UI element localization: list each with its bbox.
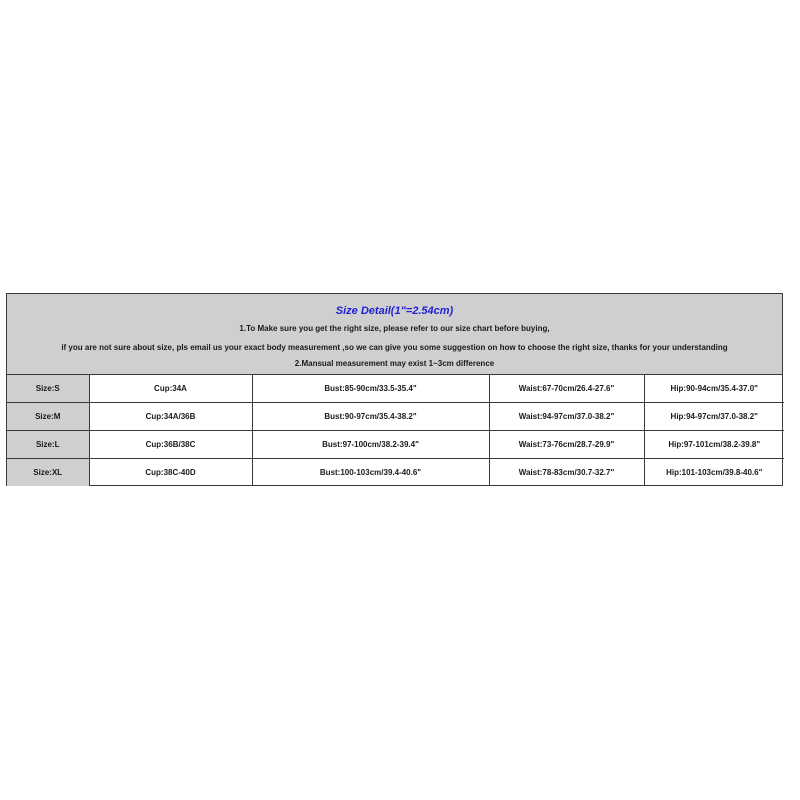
waist-cell: Waist:67-70cm/26.4-27.6" (489, 375, 644, 403)
size-table (7, 375, 784, 486)
cup-cell: Cup:38C-40D (89, 459, 252, 487)
size-chart (6, 293, 783, 486)
hip-cell: Hip:97-101cm/38.2-39.8" (644, 431, 784, 459)
hip-cell: Hip:101-103cm/39.8-40.6" (666, 468, 763, 477)
cup-cell: Cup:36B/38C (89, 431, 252, 459)
size-note-2: if you are not sure about size, pls email us your exact body measurement ,so we can give you some suggestion on how to choose the right size, thanks for your understanding (61, 343, 728, 352)
waist-cell: Waist:94-97cm/37.0-38.2" (489, 403, 644, 431)
hip-cell: Hip:90-94cm/35.4-37.0" (644, 375, 784, 403)
cup-cell: Cup:34A (89, 375, 252, 403)
cup-cell: Cup:34A/36B (89, 403, 252, 431)
size-note-1: 1.To Make sure you get the right size, please refer to our size chart before buying, (239, 324, 550, 333)
table-row (7, 459, 784, 487)
table-row (7, 403, 784, 431)
bust-cell: Bust:90-97cm/35.4-38.2" (252, 403, 489, 431)
size-chart-header (7, 294, 782, 375)
bust-cell: Bust:85-90cm/33.5-35.4" (252, 375, 489, 403)
bust-cell: Bust:97-100cm/38.2-39.4" (252, 431, 489, 459)
size-cell: Size:L (7, 431, 89, 459)
table-row (7, 375, 784, 403)
hip-cell: Hip:94-97cm/37.0-38.2" (644, 403, 784, 431)
size-cell: Size:M (7, 403, 89, 431)
size-cell: Size:XL (7, 459, 89, 487)
table-row (7, 431, 784, 459)
waist-cell: Waist:78-83cm/30.7-32.7" (489, 459, 644, 487)
bust-cell: Bust:100-103cm/39.4-40.6" (252, 459, 489, 487)
size-note-3: 2.Mansual measurement may exist 1~3cm difference (294, 359, 495, 368)
size-cell: Size:S (7, 375, 89, 403)
size-chart-title: Size Detail(1"=2.54cm) (335, 305, 454, 317)
waist-cell: Waist:73-76cm/28.7-29.9" (489, 431, 644, 459)
